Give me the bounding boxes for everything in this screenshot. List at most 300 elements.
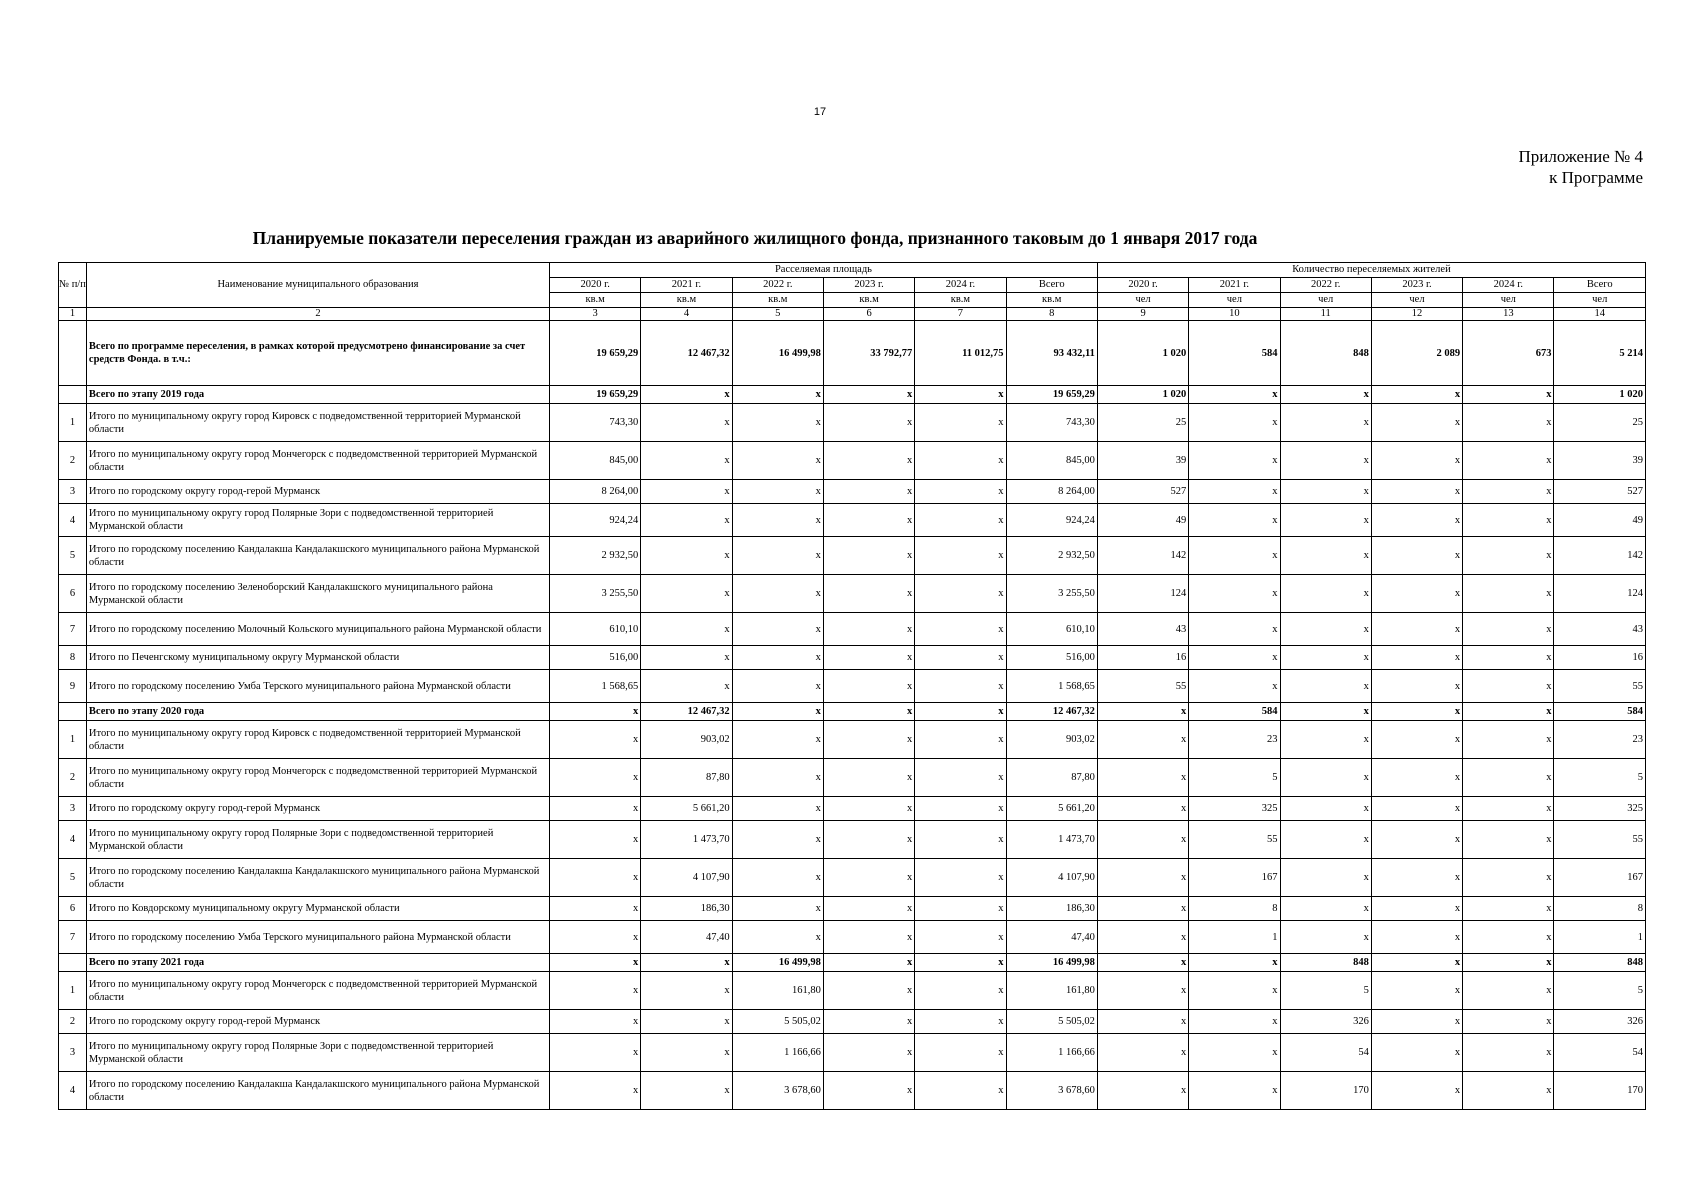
row-value: x [1189, 442, 1280, 480]
row-value: 516,00 [549, 646, 640, 670]
row-value: x [1189, 670, 1280, 703]
row-value: x [1097, 821, 1188, 859]
row-name: Итого по городскому округу город-герой Мурманск [86, 480, 549, 504]
row-value: 527 [1554, 480, 1646, 504]
row-value: x [823, 613, 914, 646]
row-name: Итого по муниципальному округу город Кировск с подведомственной территорией Мурманской области [86, 721, 549, 759]
row-value: x [1280, 480, 1371, 504]
row-value: 55 [1097, 670, 1188, 703]
row-number [59, 386, 87, 404]
row-value: x [915, 537, 1006, 575]
row-value: x [823, 442, 914, 480]
row-name: Итого по муниципальному округу город Мончегорск с подведомственной территорией Мурманской области [86, 442, 549, 480]
row-name: Всего по этапу 2019 года [86, 386, 549, 404]
row-value: x [915, 897, 1006, 921]
row-value: 23 [1554, 721, 1646, 759]
row-value: x [1097, 954, 1188, 972]
table-row [59, 797, 1646, 821]
row-value: x [823, 670, 914, 703]
table-row [59, 972, 1646, 1010]
table-row [59, 613, 1646, 646]
row-value: x [1371, 613, 1462, 646]
row-value: 16 [1097, 646, 1188, 670]
row-value: 186,30 [641, 897, 732, 921]
header-year: 2021 г. [641, 278, 732, 293]
row-value: 39 [1097, 442, 1188, 480]
row-value: x [1280, 921, 1371, 954]
row-value: x [1280, 613, 1371, 646]
row-value: x [1463, 646, 1554, 670]
row-value: 25 [1097, 404, 1188, 442]
row-value: x [823, 537, 914, 575]
row-value: 527 [1097, 480, 1188, 504]
header-column-number: 7 [915, 308, 1006, 321]
row-number: 7 [59, 921, 87, 954]
row-value: x [732, 721, 823, 759]
row-value: 54 [1554, 1034, 1646, 1072]
row-value: x [1371, 972, 1462, 1010]
row-value: x [915, 670, 1006, 703]
header-column-number: 2 [86, 308, 549, 321]
row-value: 167 [1554, 859, 1646, 897]
row-value: 3 678,60 [732, 1072, 823, 1110]
row-value: x [915, 972, 1006, 1010]
row-value: x [1097, 1010, 1188, 1034]
row-value: 49 [1554, 504, 1646, 537]
row-value: x [732, 821, 823, 859]
row-value: 161,80 [1006, 972, 1097, 1010]
row-value: 610,10 [549, 613, 640, 646]
row-value: 5 505,02 [732, 1010, 823, 1034]
row-value: 33 792,77 [823, 321, 914, 386]
row-value: 743,30 [549, 404, 640, 442]
row-value: x [1371, 1034, 1462, 1072]
row-number [59, 954, 87, 972]
row-value: 848 [1554, 954, 1646, 972]
row-value: x [1189, 972, 1280, 1010]
header-year: 2022 г. [1280, 278, 1371, 293]
row-value: x [1280, 821, 1371, 859]
row-number: 1 [59, 972, 87, 1010]
row-value: x [641, 646, 732, 670]
row-name: Итого по городскому поселению Кандалакша Кандалакшского муниципального района Мурманской области [86, 859, 549, 897]
row-value: x [823, 954, 914, 972]
row-value: 1 473,70 [1006, 821, 1097, 859]
row-value: 516,00 [1006, 646, 1097, 670]
header-unit: чел [1554, 293, 1646, 308]
header-year: Всего [1006, 278, 1097, 293]
table-row [59, 442, 1646, 480]
row-value: 54 [1280, 1034, 1371, 1072]
row-name: Итого по городскому поселению Умба Терского муниципального района Мурманской области [86, 670, 549, 703]
row-value: 1 166,66 [1006, 1034, 1097, 1072]
row-value: x [641, 480, 732, 504]
row-value: 584 [1189, 703, 1280, 721]
row-value: 848 [1280, 321, 1371, 386]
row-name: Итого по Ковдорскому муниципальному округу Мурманской области [86, 897, 549, 921]
row-value: x [915, 1072, 1006, 1110]
row-value: x [1463, 721, 1554, 759]
header-year: 2022 г. [732, 278, 823, 293]
row-value: 12 467,32 [1006, 703, 1097, 721]
row-name: Итого по городскому поселению Кандалакша Кандалакшского муниципального района Мурманской области [86, 537, 549, 575]
header-unit: чел [1189, 293, 1280, 308]
row-value: x [1189, 646, 1280, 670]
table-row [59, 480, 1646, 504]
total-row [59, 321, 1646, 386]
row-number: 8 [59, 646, 87, 670]
header-num: № п/п [59, 263, 87, 308]
row-value: x [1463, 386, 1554, 404]
row-value: 19 659,29 [549, 386, 640, 404]
header-year: 2021 г. [1189, 278, 1280, 293]
row-number: 5 [59, 537, 87, 575]
row-value: 25 [1554, 404, 1646, 442]
row-value: x [1371, 386, 1462, 404]
header-unit: кв.м [732, 293, 823, 308]
row-value: 673 [1463, 321, 1554, 386]
row-number: 4 [59, 504, 87, 537]
row-value: 325 [1189, 797, 1280, 821]
row-value: 1 473,70 [641, 821, 732, 859]
stage-row [59, 954, 1646, 972]
row-value: x [641, 670, 732, 703]
row-value: 610,10 [1006, 613, 1097, 646]
row-value: 5 [1554, 972, 1646, 1010]
row-value: 8 264,00 [549, 480, 640, 504]
row-value: x [732, 386, 823, 404]
row-value: x [823, 897, 914, 921]
row-value: 848 [1280, 954, 1371, 972]
row-value: x [549, 721, 640, 759]
table-row [59, 1034, 1646, 1072]
row-value: x [915, 646, 1006, 670]
row-name: Итого по муниципальному округу город Мончегорск с подведомственной территорией Мурманской области [86, 972, 549, 1010]
row-value: 49 [1097, 504, 1188, 537]
row-value: 142 [1554, 537, 1646, 575]
row-value: x [1189, 504, 1280, 537]
header-year: 2024 г. [915, 278, 1006, 293]
row-value: 8 [1189, 897, 1280, 921]
row-value: 5 214 [1554, 321, 1646, 386]
row-value: 5 661,20 [641, 797, 732, 821]
row-value: 124 [1097, 575, 1188, 613]
row-value: 903,02 [641, 721, 732, 759]
row-number: 1 [59, 721, 87, 759]
row-value: x [1189, 404, 1280, 442]
row-value: 161,80 [732, 972, 823, 1010]
header-unit: кв.м [549, 293, 640, 308]
row-value: x [641, 537, 732, 575]
row-value: 124 [1554, 575, 1646, 613]
row-value: 2 932,50 [1006, 537, 1097, 575]
row-value: x [1463, 897, 1554, 921]
row-name: Всего по программе переселения, в рамках которой предусмотрено финансирование за счет средств Фонда. в т.ч.: [86, 321, 549, 386]
row-value: 743,30 [1006, 404, 1097, 442]
row-value: x [915, 1010, 1006, 1034]
row-value: x [732, 797, 823, 821]
row-value: x [732, 859, 823, 897]
row-value: x [1097, 721, 1188, 759]
row-value: x [915, 721, 1006, 759]
row-number: 3 [59, 797, 87, 821]
row-value: 845,00 [549, 442, 640, 480]
row-value: 167 [1189, 859, 1280, 897]
row-value: x [1371, 404, 1462, 442]
row-value: x [1280, 442, 1371, 480]
row-value: x [823, 797, 914, 821]
row-value: x [1280, 797, 1371, 821]
row-value: 326 [1280, 1010, 1371, 1034]
row-value: x [915, 703, 1006, 721]
row-value: x [732, 442, 823, 480]
table-header [59, 263, 1646, 321]
row-value: x [823, 575, 914, 613]
row-value: 3 255,50 [549, 575, 640, 613]
row-value: 5 [1554, 759, 1646, 797]
table-row [59, 504, 1646, 537]
header-column-number: 1 [59, 308, 87, 321]
page-number: 17 [813, 106, 827, 118]
row-value: 5 [1280, 972, 1371, 1010]
table-row [59, 575, 1646, 613]
row-value: x [1189, 613, 1280, 646]
row-value: x [1463, 480, 1554, 504]
row-value: x [1371, 797, 1462, 821]
row-value: x [915, 480, 1006, 504]
row-value: x [549, 1034, 640, 1072]
row-value: 19 659,29 [1006, 386, 1097, 404]
header-column-number: 4 [641, 308, 732, 321]
row-value: x [549, 821, 640, 859]
row-value: x [1280, 703, 1371, 721]
table-row [59, 897, 1646, 921]
row-value: x [823, 1034, 914, 1072]
table-row [59, 1010, 1646, 1034]
row-value: x [1463, 537, 1554, 575]
row-value: x [641, 1010, 732, 1034]
header-unit: кв.м [915, 293, 1006, 308]
row-name: Итого по городскому поселению Зеленоборский Кандалакшского муниципального района Мурманской области [86, 575, 549, 613]
row-value: 87,80 [1006, 759, 1097, 797]
row-value: 584 [1554, 703, 1646, 721]
row-value: 325 [1554, 797, 1646, 821]
row-value: 4 107,90 [641, 859, 732, 897]
header-year: 2020 г. [1097, 278, 1188, 293]
table-row [59, 1072, 1646, 1110]
row-value: x [823, 921, 914, 954]
row-number: 3 [59, 480, 87, 504]
row-value: x [732, 537, 823, 575]
row-value: x [641, 404, 732, 442]
row-value: x [1463, 575, 1554, 613]
row-value: 1 020 [1097, 386, 1188, 404]
row-number: 6 [59, 897, 87, 921]
row-value: x [641, 972, 732, 1010]
row-name: Итого по муниципальному округу город Полярные Зори с подведомственной территорией Мурманской области [86, 821, 549, 859]
row-value: x [823, 721, 914, 759]
row-value: x [549, 897, 640, 921]
row-value: 4 107,90 [1006, 859, 1097, 897]
row-value: x [732, 670, 823, 703]
row-value: x [1280, 721, 1371, 759]
row-value: x [549, 1010, 640, 1034]
row-value: x [915, 797, 1006, 821]
row-value: x [823, 859, 914, 897]
header-year: Всего [1554, 278, 1646, 293]
row-value: x [1371, 1010, 1462, 1034]
row-value: 39 [1554, 442, 1646, 480]
row-value: 2 932,50 [549, 537, 640, 575]
header-column-number: 11 [1280, 308, 1371, 321]
row-value: x [1189, 575, 1280, 613]
row-value: x [1371, 703, 1462, 721]
row-value: x [732, 759, 823, 797]
row-value: x [1463, 972, 1554, 1010]
row-value: 55 [1189, 821, 1280, 859]
row-number: 1 [59, 404, 87, 442]
row-value: x [1097, 859, 1188, 897]
header-column-number: 3 [549, 308, 640, 321]
row-value: 3 255,50 [1006, 575, 1097, 613]
row-value: x [1280, 537, 1371, 575]
row-value: 16 499,98 [1006, 954, 1097, 972]
stage-row [59, 386, 1646, 404]
row-value: x [732, 613, 823, 646]
row-value: 5 505,02 [1006, 1010, 1097, 1034]
row-value: x [1463, 504, 1554, 537]
row-name: Итого по муниципальному округу город Мончегорск с подведомственной территорией Мурманской области [86, 759, 549, 797]
row-value: x [915, 921, 1006, 954]
row-value: x [823, 1010, 914, 1034]
header-column-number: 13 [1463, 308, 1554, 321]
row-name: Итого по городскому поселению Кандалакша Кандалакшского муниципального района Мурманской области [86, 1072, 549, 1110]
row-number: 9 [59, 670, 87, 703]
row-value: 1 166,66 [732, 1034, 823, 1072]
row-value: x [549, 954, 640, 972]
row-value: x [1371, 759, 1462, 797]
row-name: Итого по муниципальному округу город Полярные Зори с подведомственной территорией Мурманской области [86, 1034, 549, 1072]
resettlement-table [58, 262, 1646, 1110]
table-row [59, 821, 1646, 859]
row-value: x [1189, 1010, 1280, 1034]
row-number: 2 [59, 442, 87, 480]
row-value: x [1463, 670, 1554, 703]
row-name: Итого по городскому округу город-герой Мурманск [86, 797, 549, 821]
row-value: 1 [1189, 921, 1280, 954]
row-value: x [1463, 1034, 1554, 1072]
row-value: 170 [1280, 1072, 1371, 1110]
row-value: x [732, 480, 823, 504]
row-value: x [549, 703, 640, 721]
row-value: x [1371, 480, 1462, 504]
row-value: x [1371, 575, 1462, 613]
header-column-number: 6 [823, 308, 914, 321]
table-row [59, 670, 1646, 703]
header-unit: чел [1280, 293, 1371, 308]
row-value: x [823, 404, 914, 442]
row-value: x [1280, 575, 1371, 613]
row-value: x [1463, 442, 1554, 480]
header-unit: кв.м [641, 293, 732, 308]
row-value: x [823, 759, 914, 797]
row-number: 5 [59, 859, 87, 897]
row-value: x [823, 972, 914, 1010]
row-value: x [1189, 386, 1280, 404]
row-value: x [641, 386, 732, 404]
row-value: x [1371, 921, 1462, 954]
header-name: Наименование муниципального образования [86, 263, 549, 308]
row-value: x [1463, 1072, 1554, 1110]
row-value: 1 568,65 [1006, 670, 1097, 703]
header-column-number: 5 [732, 308, 823, 321]
row-value: x [1189, 1072, 1280, 1110]
table-row [59, 537, 1646, 575]
header-unit: чел [1463, 293, 1554, 308]
row-value: 43 [1097, 613, 1188, 646]
row-value: x [1189, 537, 1280, 575]
row-value: x [1280, 759, 1371, 797]
row-value: x [915, 613, 1006, 646]
table-row [59, 759, 1646, 797]
row-value: 11 012,75 [915, 321, 1006, 386]
row-value: x [915, 821, 1006, 859]
row-name: Итого по городскому поселению Молочный Кольского муниципального района Мурманской области [86, 613, 549, 646]
row-value: x [1280, 897, 1371, 921]
row-name: Итого по городскому округу город-герой Мурманск [86, 1010, 549, 1034]
row-value: x [641, 613, 732, 646]
row-value: x [549, 972, 640, 1010]
row-name: Итого по городскому поселению Умба Терского муниципального района Мурманской области [86, 921, 549, 954]
row-value: x [1463, 759, 1554, 797]
table-row [59, 859, 1646, 897]
row-value: x [915, 859, 1006, 897]
row-value: 924,24 [549, 504, 640, 537]
row-value: x [641, 442, 732, 480]
row-name: Итого по муниципальному округу город Кировск с подведомственной территорией Мурманской области [86, 404, 549, 442]
header-unit: чел [1371, 293, 1462, 308]
header-unit: кв.м [823, 293, 914, 308]
row-number: 7 [59, 613, 87, 646]
row-value: x [732, 897, 823, 921]
row-value: x [641, 954, 732, 972]
row-value: x [1463, 921, 1554, 954]
appendix-line-2: к Программе [1549, 168, 1643, 187]
row-value: x [1371, 1072, 1462, 1110]
row-value: x [549, 1072, 640, 1110]
table-row [59, 921, 1646, 954]
header-people-group: Количество переселяемых жителей [1097, 263, 1645, 278]
row-value: 16 [1554, 646, 1646, 670]
row-value: x [915, 954, 1006, 972]
row-value: x [823, 703, 914, 721]
header-unit: кв.м [1006, 293, 1097, 308]
row-number: 2 [59, 759, 87, 797]
appendix-line-1: Приложение № 4 [1518, 147, 1643, 166]
row-value: x [641, 1034, 732, 1072]
row-value: x [823, 480, 914, 504]
row-name: Всего по этапу 2020 года [86, 703, 549, 721]
row-value: x [823, 646, 914, 670]
row-value: x [915, 1034, 1006, 1072]
row-value: x [1097, 797, 1188, 821]
row-name: Всего по этапу 2021 года [86, 954, 549, 972]
row-value: x [1280, 859, 1371, 897]
header-column-numbers-row [59, 308, 1646, 321]
header-year: 2023 г. [823, 278, 914, 293]
header-unit: чел [1097, 293, 1188, 308]
row-value: x [1280, 646, 1371, 670]
